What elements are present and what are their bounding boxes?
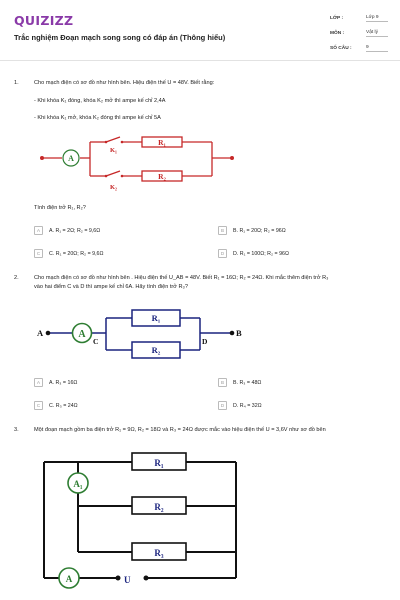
svg-text:A: A xyxy=(68,154,74,163)
grade-label: LỚP : xyxy=(330,16,344,21)
question-1-option-c[interactable]: C C. R₁ = 20Ω; R₂ = 9,6Ω xyxy=(34,249,103,258)
svg-text:D: D xyxy=(202,337,208,346)
svg-text:R₂: R₂ xyxy=(158,172,166,181)
question-count-value: 9 xyxy=(366,45,388,52)
question-1-option-a[interactable]: A A. R₁ = 2Ω; R₂ = 9,6Ω xyxy=(34,226,100,235)
svg-text:R₁: R₁ xyxy=(154,458,164,468)
question-1-prompt: Tính điện trở R₁, R₂? xyxy=(34,205,86,211)
question-1-number: 1. xyxy=(14,80,19,86)
question-2-option-d[interactable]: D D. R₄ = 32Ω xyxy=(218,401,262,410)
quizizz-logo: QUIZIZZ xyxy=(14,13,74,28)
svg-text:R₂: R₂ xyxy=(151,345,161,355)
svg-text:R₁: R₁ xyxy=(151,313,161,323)
subject-label: MÔN : xyxy=(330,31,345,36)
question-1-option-b[interactable]: B B. R₁ = 20Ω; R₂ = 96Ω xyxy=(218,226,286,235)
question-1-condition-2: - Khi khóa K₁ mở, khóa K₂ đóng thì ampe kế chỉ 5A xyxy=(34,115,161,121)
question-2-option-a[interactable]: A A. R₃ = 16Ω xyxy=(34,378,77,387)
svg-text:A: A xyxy=(78,329,86,340)
svg-text:R₃: R₃ xyxy=(154,548,164,558)
svg-text:R₁: R₁ xyxy=(158,138,166,147)
svg-text:R₂: R₂ xyxy=(154,502,164,512)
question-1-text: Cho mạch điện có sơ đồ như hình bên. Hiệu điện thế U = 48V. Biết rằng: xyxy=(34,80,215,86)
question-3-text: Một đoạn mạch gồm ba điện trở R₁ = 9Ω, R₂ = 18Ω và R₃ = 24Ω được mắc vào hiệu điện thế U = 3,6V như sơ đồ bên xyxy=(34,427,326,433)
svg-text:A: A xyxy=(37,328,44,338)
question-2-option-b[interactable]: B B. R₃ = 48Ω xyxy=(218,378,261,387)
grade-value: Lớp 9 xyxy=(366,15,388,22)
svg-text:A: A xyxy=(65,574,73,584)
question-1-option-d[interactable]: D D. R₁ = 100Ω; R₂ = 96Ω xyxy=(218,249,289,258)
question-count-label: SỐ CÂU : xyxy=(330,46,352,51)
svg-text:C: C xyxy=(93,337,99,346)
svg-text:U: U xyxy=(124,575,131,585)
question-2-text-line-2: vào hai điểm C và D thì ampe kế chỉ 6A. Hãy tính điện trở R₃? xyxy=(34,284,188,290)
question-2-option-c[interactable]: C C. R₃ = 24Ω xyxy=(34,401,78,410)
question-1-condition-1: - Khi khóa K₁ đóng, khóa K₂ mở thì ampe kế chỉ 2,4A xyxy=(34,98,166,104)
question-2-text-line-1: Cho mạch điện có sơ đồ như hình bên . Hiệu điện thế U_AB = 48V. Biết R₁ = 16Ω; R₂ = 24Ω. Khi mắc thêm điện trở R₃ xyxy=(34,275,329,281)
question-3-number: 3. xyxy=(14,427,19,433)
svg-text:K₂: K₂ xyxy=(110,184,118,191)
subject-value: Vật lý xyxy=(366,30,388,37)
question-2-number: 2. xyxy=(14,275,19,281)
svg-text:K₁: K₁ xyxy=(110,147,118,154)
svg-text:A₁: A₁ xyxy=(73,479,83,489)
page-title: Trắc nghiệm Đoạn mạch song song có đáp án (Thông hiểu) xyxy=(14,33,226,42)
svg-text:B: B xyxy=(236,328,242,338)
